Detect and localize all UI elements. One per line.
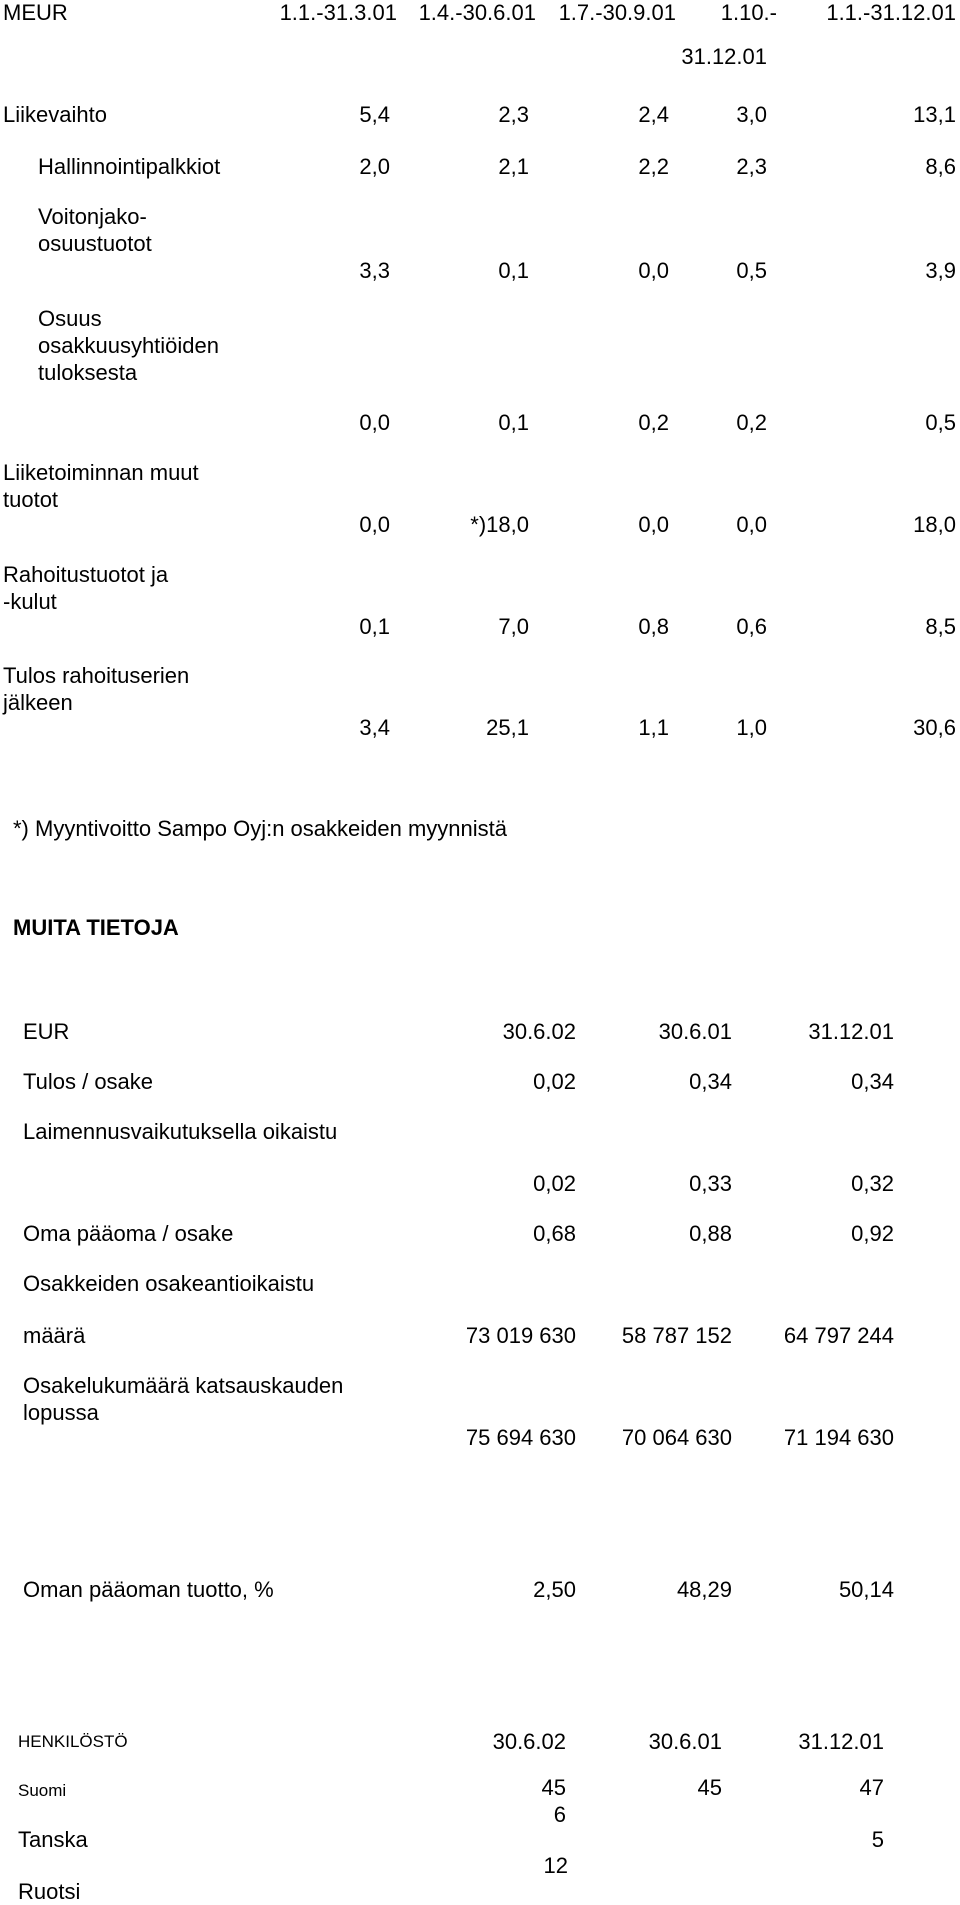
income-row-label: Liikevaihto bbox=[3, 102, 107, 127]
other-info-col-header: 31.12.01 bbox=[808, 1019, 894, 1044]
income-row-label-line: Tulos rahoituserien bbox=[3, 663, 190, 688]
other-info-cell: 75 694 630 bbox=[465, 1425, 576, 1450]
income-cell: 0,1 bbox=[498, 258, 529, 283]
other-info-col-header: 30.6.02 bbox=[502, 1019, 576, 1044]
other-info-cell: 2,50 bbox=[533, 1577, 576, 1602]
personnel-heading: HENKILÖSTÖ bbox=[18, 1732, 128, 1751]
income-cell: 2,3 bbox=[736, 154, 767, 179]
income-col-header-q3: 1.7.-30.9.01 bbox=[558, 0, 676, 25]
personnel-cell: 5 bbox=[871, 1827, 884, 1852]
other-info-cell: 50,14 bbox=[838, 1577, 894, 1602]
other-info-cell: 0,92 bbox=[851, 1221, 894, 1246]
other-info-col-header: 30.6.01 bbox=[658, 1019, 732, 1044]
personnel-cell: 12 bbox=[543, 1853, 568, 1878]
income-cell: 0,8 bbox=[638, 614, 669, 639]
other-info-cell: 48,29 bbox=[676, 1577, 732, 1602]
other-info-cell: 0,02 bbox=[533, 1069, 576, 1094]
personnel-cell: 45 bbox=[541, 1775, 566, 1800]
income-row-label-line: -kulut bbox=[3, 589, 57, 614]
other-info-row-label-line: lopussa bbox=[23, 1400, 99, 1425]
income-cell: 0,2 bbox=[736, 410, 767, 435]
other-info-row-label-line: määrä bbox=[23, 1323, 86, 1348]
income-cell: 5,4 bbox=[359, 102, 390, 127]
income-row-label-line: tuloksesta bbox=[38, 360, 138, 385]
income-col-header-q4: 1.10.- bbox=[720, 0, 777, 25]
income-cell: 13,1 bbox=[913, 102, 956, 127]
income-cell: 7,0 bbox=[498, 614, 529, 639]
other-info-row-label: Laimennusvaikutuksella oikaistu bbox=[23, 1119, 338, 1144]
other-info-cell: 64 797 244 bbox=[783, 1323, 894, 1348]
income-col-header-q1: 1.1.-31.3.01 bbox=[279, 0, 397, 25]
other-info-cell: 0,68 bbox=[533, 1221, 576, 1246]
income-cell: 0,1 bbox=[359, 614, 390, 639]
income-cell: 0,0 bbox=[359, 410, 390, 435]
income-col-header-year: 1.1.-31.12.01 bbox=[826, 0, 956, 25]
personnel-col-header: 30.6.01 bbox=[648, 1729, 722, 1754]
income-cell: 1,0 bbox=[736, 715, 767, 740]
other-info-cell: 0,02 bbox=[533, 1171, 576, 1196]
income-row-label-line: osakkuusyhtiöiden bbox=[38, 333, 220, 358]
personnel-col-header: 30.6.02 bbox=[492, 1729, 566, 1754]
income-cell: 25,1 bbox=[486, 715, 529, 740]
income-cell: 0,5 bbox=[925, 410, 956, 435]
income-cell: 0,0 bbox=[638, 258, 669, 283]
other-info-row-label: Oman pääoman tuotto, % bbox=[23, 1577, 274, 1602]
other-info-row-label-line: Osakkeiden osakeantioikaistu bbox=[23, 1271, 315, 1296]
income-cell: *)18,0 bbox=[470, 512, 529, 537]
income-row-label-line: Osuus bbox=[38, 306, 102, 331]
personnel-row-label: Tanska bbox=[18, 1827, 88, 1852]
personnel-col-header: 31.12.01 bbox=[798, 1729, 884, 1754]
other-info-cell: 73 019 630 bbox=[465, 1323, 576, 1348]
other-info-row-label: Tulos / osake bbox=[23, 1069, 154, 1094]
income-cell: 0,5 bbox=[736, 258, 767, 283]
income-cell: 2,1 bbox=[498, 154, 529, 179]
other-info-cell: 0,32 bbox=[851, 1171, 894, 1196]
other-info-cell: 58 787 152 bbox=[621, 1323, 732, 1348]
income-cell: 1,1 bbox=[638, 715, 669, 740]
personnel-cell: 45 bbox=[697, 1775, 722, 1800]
income-cell: 2,2 bbox=[638, 154, 669, 179]
income-footnote: *) Myyntivoitto Sampo Oyj:n osakkeiden myynnistä bbox=[13, 816, 507, 841]
income-cell: 8,6 bbox=[925, 154, 956, 179]
income-cell: 8,5 bbox=[925, 614, 956, 639]
income-row-label-line: Voitonjako- bbox=[38, 204, 147, 229]
income-cell: 30,6 bbox=[913, 715, 956, 740]
other-info-cell: 71 194 630 bbox=[783, 1425, 894, 1450]
other-info-row-label: Oma pääoma / osake bbox=[23, 1221, 234, 1246]
income-cell: 2,0 bbox=[359, 154, 390, 179]
other-info-currency-label: EUR bbox=[23, 1019, 70, 1044]
other-info-cell: 0,33 bbox=[689, 1171, 732, 1196]
personnel-row-label: Suomi bbox=[18, 1781, 67, 1800]
income-row-label-line: jälkeen bbox=[3, 690, 73, 715]
other-info-cell: 70 064 630 bbox=[621, 1425, 732, 1450]
income-cell: 0,1 bbox=[498, 410, 529, 435]
income-row-label-line: Rahoitustuotot ja bbox=[3, 562, 169, 587]
income-cell: 0,2 bbox=[638, 410, 669, 435]
income-currency-label: MEUR bbox=[3, 0, 68, 25]
income-row-label-line: Liiketoiminnan muut bbox=[3, 460, 199, 485]
income-row-label-line: tuotot bbox=[3, 487, 59, 512]
other-info-cell: 0,34 bbox=[851, 1069, 894, 1094]
income-cell: 18,0 bbox=[913, 512, 956, 537]
personnel-cell: 6 bbox=[553, 1802, 566, 1827]
income-col-header-q4-line2: 31.12.01 bbox=[681, 44, 767, 69]
income-row-label: Hallinnointipalkkiot bbox=[38, 154, 221, 179]
personnel-cell: 47 bbox=[859, 1775, 884, 1800]
income-cell: 3,4 bbox=[359, 715, 390, 740]
other-info-cell: 0,34 bbox=[689, 1069, 732, 1094]
income-cell: 0,6 bbox=[736, 614, 767, 639]
personnel-row-label: Ruotsi bbox=[18, 1879, 81, 1904]
other-info-heading: MUITA TIETOJA bbox=[13, 915, 179, 940]
income-cell: 3,9 bbox=[925, 258, 956, 283]
income-cell: 0,0 bbox=[736, 512, 767, 537]
other-info-row-label-line: Osakelukumäärä katsauskauden bbox=[23, 1373, 344, 1398]
income-col-header-q2: 1.4.-30.6.01 bbox=[418, 0, 536, 25]
income-cell: 0,0 bbox=[359, 512, 390, 537]
income-row-label-line: osuustuotot bbox=[38, 231, 152, 256]
income-cell: 2,4 bbox=[638, 102, 669, 127]
income-cell: 3,0 bbox=[736, 102, 767, 127]
income-cell: 3,3 bbox=[359, 258, 390, 283]
other-info-cell: 0,88 bbox=[689, 1221, 732, 1246]
income-cell: 0,0 bbox=[638, 512, 669, 537]
income-cell: 2,3 bbox=[498, 102, 529, 127]
